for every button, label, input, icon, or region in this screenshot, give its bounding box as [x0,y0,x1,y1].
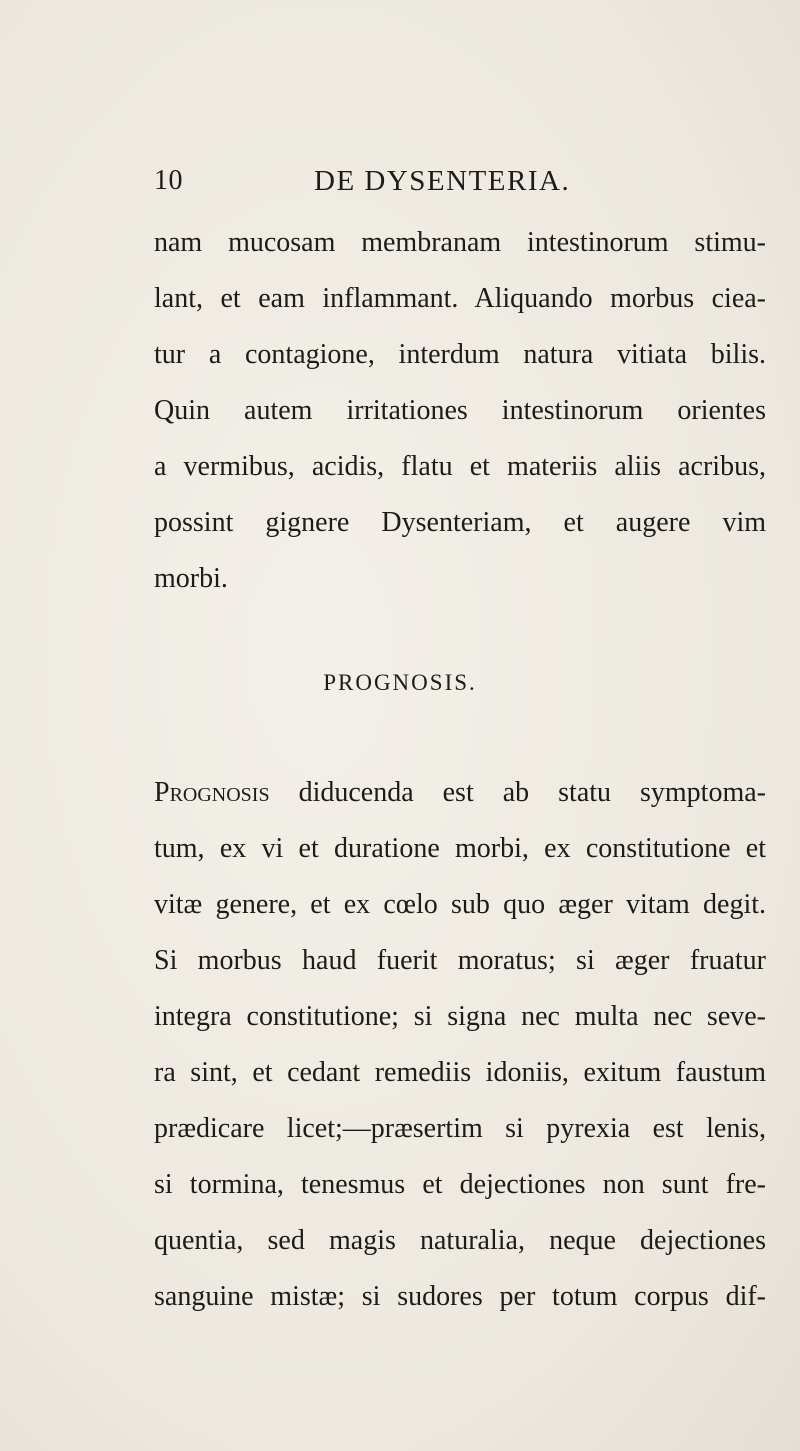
text-line: tum, ex vi et duratione morbi, ex constitutione et [154,833,766,864]
text-line: a vermibus, acidis, flatu et materiis aliis acribus, [154,451,766,482]
text-line: Quin autem irritationes intestinorum orientes [154,395,766,426]
text-line: tur a contagione, interdum natura vitiata bilis. [154,339,766,370]
text-line: sanguine mistæ; si sudores per totum corpus dif- [154,1281,766,1312]
text-line [154,776,766,810]
section-heading: PROGNOSIS. [323,670,477,695]
text-line: ra sint, et cedant remediis idoniis, exitum faustum [154,1057,766,1088]
text-line: morbi. [154,563,228,594]
lead-word: Prognosis [154,777,270,808]
text-line: possint gignere Dysenteriam, et augere vim [154,507,766,538]
text-line: prædicare licet;—præsertim si pyrexia est lenis, [154,1113,766,1144]
text-line: quentia, sed magis naturalia, neque dejectiones [154,1225,766,1256]
text-line: Si morbus haud fuerit moratus; si æger fruatur [154,945,766,976]
running-head-title: DE DYSENTERIA. [314,165,571,197]
page-number: 10 [154,165,183,196]
text-line: vitæ genere, et ex cœlo sub quo æger vitam degit. [154,889,766,920]
text-line: integra constitutione; si signa nec multa nec seve- [154,1001,766,1032]
text-line: nam mucosam membranam intestinorum stimu- [154,227,766,258]
text-line: lant, et eam inflammant. Aliquando morbus ciea- [154,283,766,314]
first-line-rest: diducenda est ab statu symptoma- [269,777,766,808]
text-line: si tormina, tenesmus et dejectiones non sunt fre- [154,1169,766,1200]
running-head [154,165,699,201]
